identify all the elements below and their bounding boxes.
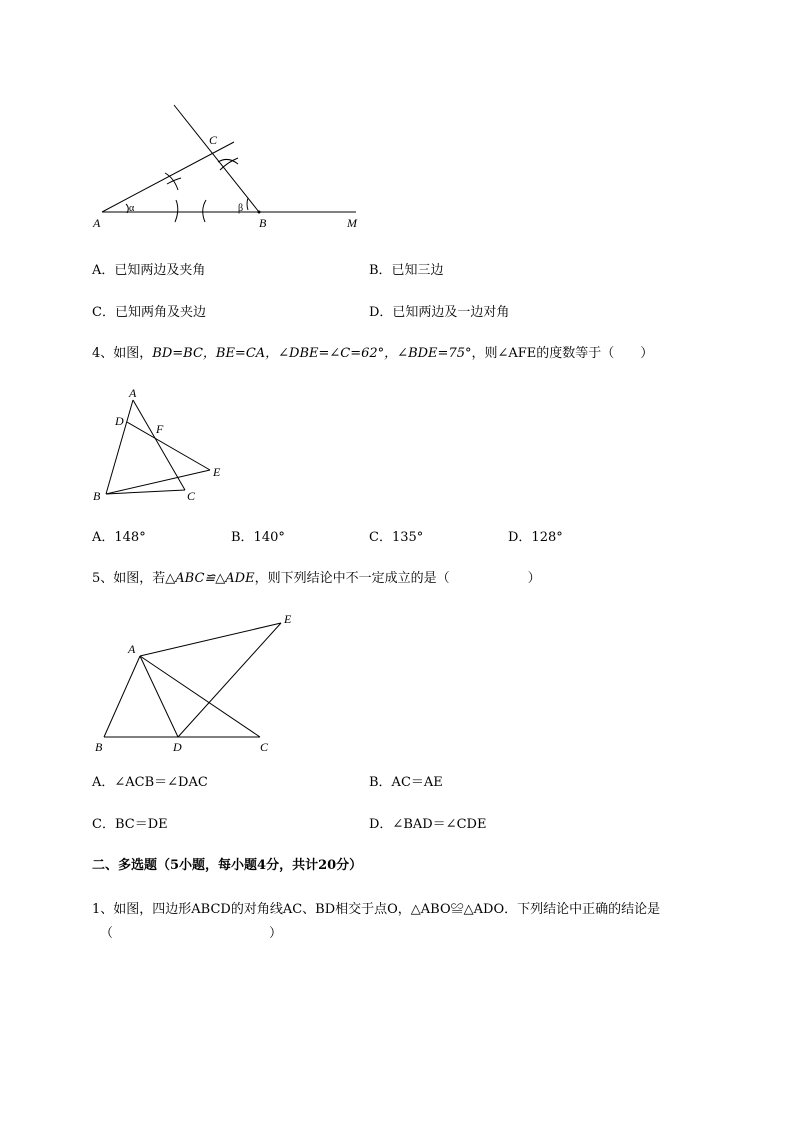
label-c: C xyxy=(209,133,218,147)
seg-ac xyxy=(133,400,185,490)
q5-label-d: D xyxy=(173,740,182,754)
q4-label-c: C xyxy=(187,489,196,503)
q5-stem xyxy=(92,571,541,587)
section-heading-multi-choice: 二、多选题（5小题，每小题4分，共计20分） xyxy=(92,858,363,873)
figure-q4 xyxy=(88,384,233,506)
q5-option-a: A．∠ACB＝∠DAC xyxy=(92,775,208,790)
q5-stem-math: △ABC≌△ADE xyxy=(165,571,255,586)
q5-label-e: E xyxy=(284,612,292,626)
arc-base-right xyxy=(203,200,206,222)
mq1-line1: 1、如图，四边形ABCD的对角线AC、BD相交于点O，△ABO≌△ADO．下列结论中正确的结论是 xyxy=(92,902,661,917)
seg-ac xyxy=(140,656,260,737)
q3-option-b: B．已知三边 xyxy=(369,263,444,278)
label-alpha: α xyxy=(129,203,135,214)
q5-option-c: C．BC＝DE xyxy=(92,817,168,832)
q4-stem xyxy=(92,346,653,362)
arc-b xyxy=(247,198,248,210)
q5-option-b: B．AC＝AE xyxy=(369,775,443,790)
q4-label-b: B xyxy=(93,489,101,503)
ray-ac xyxy=(102,142,234,212)
q5-stem-prefix: 5、如图，若 xyxy=(92,571,166,586)
seg-de xyxy=(178,623,281,737)
q4-stem-math: BD=BC，BE=CA，∠DBE=∠C=62°，∠BDE=75° xyxy=(152,346,472,361)
q4-label-e: E xyxy=(213,465,221,479)
seg-de xyxy=(127,422,210,470)
q4-label-f: F xyxy=(156,422,164,436)
seg-ab xyxy=(104,656,140,737)
label-beta: β xyxy=(238,203,244,214)
figure-q5 xyxy=(88,606,308,758)
q4-option-a: A．148° xyxy=(92,530,146,545)
line-bc xyxy=(174,105,259,212)
seg-ad xyxy=(140,656,178,737)
mq1-line2: （ ） xyxy=(100,926,283,941)
q5-label-b: B xyxy=(95,740,103,754)
q3-option-a: A．已知两边及夹角 xyxy=(92,263,206,278)
q4-stem-suffix: ，则∠AFE的度数等于（ ） xyxy=(471,346,654,361)
label-a: A xyxy=(93,216,101,230)
q3-option-d: D．已知两边及一边对角 xyxy=(369,305,510,320)
q5-stem-suffix: ，则下列结论中不一定成立的是（ ） xyxy=(254,571,541,586)
q5-label-c: C xyxy=(260,740,269,754)
seg-ae xyxy=(140,623,281,656)
point-b xyxy=(258,211,261,214)
arc-on-ac-2 xyxy=(167,178,181,184)
q4-option-c: C．135° xyxy=(369,530,424,545)
q5-option-d: D．∠BAD＝∠CDE xyxy=(369,817,487,832)
q4-label-d: D xyxy=(115,414,124,428)
q4-option-d: D．128° xyxy=(508,530,563,545)
q3-option-c: C．已知两角及夹边 xyxy=(92,305,206,320)
q4-stem-prefix: 4、如图， xyxy=(92,346,153,361)
q5-label-a: A xyxy=(128,642,136,656)
q4-option-b: B．140° xyxy=(231,530,285,545)
q4-label-a: A xyxy=(129,386,137,400)
arc-base-left xyxy=(175,200,178,222)
label-m: M xyxy=(347,216,357,230)
label-b: B xyxy=(259,216,267,230)
figure-construction xyxy=(88,100,378,235)
seg-bc xyxy=(106,490,185,494)
